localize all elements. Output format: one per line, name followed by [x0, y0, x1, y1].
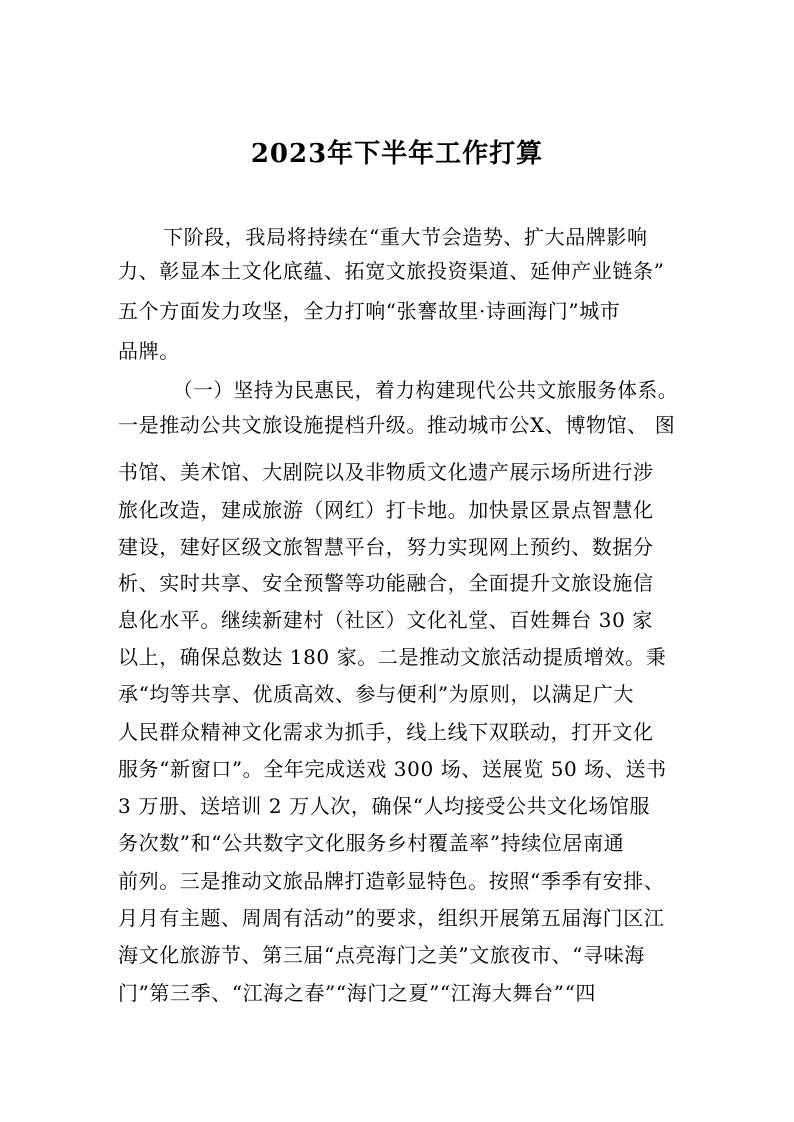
paragraph-line: 息化水平。继续新建村（社区）文化礼堂、百姓舞台 30 家 [118, 608, 653, 632]
paragraph-line: 一是推动公共文旅设施提档升级。推动城市公X、博物馆、 图 [118, 413, 676, 437]
paragraph-line: 力、彰显本土文化底蕴、拓宽文旅投资渠道、延伸产业链条” [118, 259, 665, 283]
paragraph-line: 人民群众精神文化需求为抓手，线上线下双联动，打开文化 [118, 720, 654, 744]
paragraph-line: 析、实时共享、安全预警等功能融合，全面提升文旅设施信 [118, 571, 654, 595]
paragraph-line: 下阶段，我局将持续在“重大节会造势、扩大品牌影响 [163, 225, 648, 249]
document-title: 2023年下半年工作打算 [250, 139, 544, 169]
paragraph-line: 月月有主题、周周有活动”的要求，组织开展第五届海门区江 [118, 906, 665, 930]
paragraph-line: 务次数”和“公共数字文化服务乡村覆盖率”持续位居南通 [118, 831, 625, 855]
paragraph-line: 门”第三季、“江海之春”“海门之夏”“江海大舞台”“四 [118, 981, 596, 1005]
paragraph-line: 3 万册、送培训 2 万人次，确保“人均接受公共文化场馆服 [118, 794, 651, 818]
paragraph-line: 书馆、美术馆、大剧院以及非物质文化遗产展示场所进行涉 [118, 460, 654, 484]
paragraph-line: 品牌。 [118, 339, 180, 363]
paragraph-line: （一）坚持为民惠民，着力构建现代公共文旅服务体系。 [173, 378, 678, 402]
paragraph-line: 服务“新窗口”。全年完成送戏 300 场、送展览 50 场、送书 [118, 757, 667, 781]
paragraph-line: 旅化改造，建成旅游（网红）打卡地。加快景区景点智慧化 [118, 498, 654, 522]
paragraph-line: 五个方面发力攻坚，全力打响“张謇故里·诗画海门”城市 [118, 299, 621, 323]
paragraph-line: 海文化旅游节、第三届“点亮海门之美”文旅夜市、“寻味海 [118, 943, 645, 967]
paragraph-line: 以上，确保总数达 180 家。二是推动文旅活动提质增效。秉 [118, 645, 667, 669]
paragraph-line: 建设，建好区级文旅智慧平台，努力实现网上预约、数据分 [118, 535, 654, 559]
paragraph-line: 前列。三是推动文旅品牌打造彰显特色。按照“季季有安排、 [118, 869, 665, 893]
paragraph-line: 承“均等共享、优质高效、参与便利”为原则，以满足广大 [118, 682, 635, 706]
